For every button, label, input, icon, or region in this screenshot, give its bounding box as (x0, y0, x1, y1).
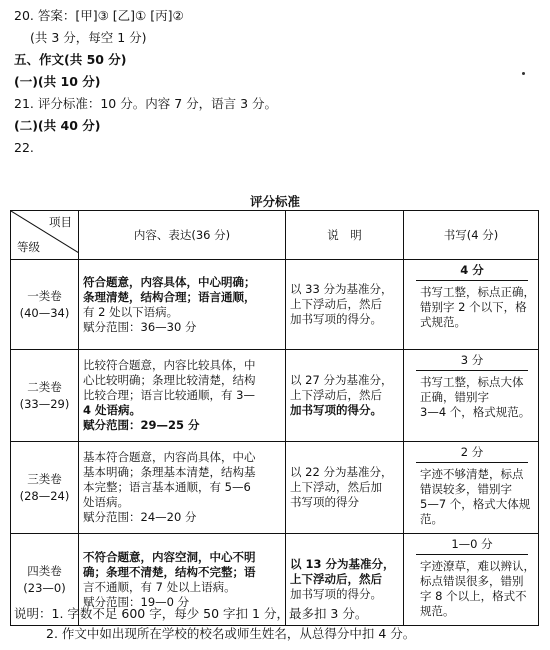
content-line: 基本符合题意，内容尚具体，中心 (83, 450, 256, 464)
writing-line: 字迹不够清楚，标点 (420, 467, 524, 481)
content-line: 言不通顺，有 7 处以上语病。 (83, 579, 236, 594)
explain-line: 以 22 分为基准分， (290, 465, 393, 479)
explain-cell (286, 350, 404, 442)
header-writing: 书写(4 分) (404, 211, 539, 260)
writing-score: 4 分 (416, 260, 528, 281)
table-header-row (11, 211, 539, 260)
writing-line: 式规范。 (420, 315, 466, 329)
content-line: 比较符合题意，内容比较具体，中 (83, 358, 256, 372)
writing-line: 标点错误很多，错别 (420, 574, 524, 588)
q22-number: 22. (14, 140, 34, 155)
writing-score: 2 分 (416, 442, 528, 463)
grade-range: (28—24) (19, 488, 70, 503)
content-line: 赋分范围：29—25 分 (83, 418, 200, 432)
header-explain: 说 明 (286, 211, 404, 260)
writing-line: 错误较多，错别字 (420, 482, 512, 496)
explain-line: 上下浮动后，然后 (290, 572, 382, 586)
grade-cell (11, 260, 79, 350)
explain-line: 以 13 分为基准分， (290, 557, 395, 571)
content-line: 不符合题意，内容空洞，中心不明 (83, 549, 256, 564)
content-line: 本完整；语言基本通顺，有 5—6 (83, 480, 251, 494)
writing-line: 错别字 2 个以下，格 (420, 300, 527, 314)
grade-name: 一类卷 (27, 288, 62, 303)
content-line: 有 2 处以下语病。 (83, 304, 179, 319)
grade-name: 三类卷 (27, 471, 62, 486)
explain-line: 加书写项的得分。 (290, 312, 382, 326)
explain-line: 以 33 分为基准分， (290, 282, 393, 296)
writing-cell (404, 260, 539, 350)
corner-cell (11, 211, 79, 260)
writing-line: 字迹潦草，难以辨认， (420, 559, 535, 573)
table-row (11, 260, 539, 350)
explain-line: 加书写项的得分。 (290, 587, 382, 601)
content-line: 基本明确；条理基本清楚，结构基 (83, 465, 256, 479)
section-5-heading: 五、作文(共 50 分) (14, 52, 127, 67)
content-line: 符合题意，内容具体，中心明确； (83, 274, 256, 289)
explain-line: 以 27 分为基准分， (290, 373, 393, 387)
writing-cell (404, 534, 539, 626)
grade-name: 二类卷 (27, 379, 62, 394)
content-line: 赋分范围：24—20 分 (83, 510, 197, 524)
content-cell (79, 442, 286, 534)
note-2: 2. 作文中如出现所在学校的校名或师生姓名，从总得分中扣 4 分。 (46, 626, 416, 641)
writing-score: 3 分 (416, 350, 528, 371)
grade-name: 四类卷 (27, 563, 62, 578)
writing-line: 5—7 个，格式大体规 (420, 497, 531, 511)
content-line: 确；条理不清楚，结构不完整；语 (83, 564, 256, 579)
corner-label-grade: 等级 (17, 240, 40, 254)
q21-criteria: 21. 评分标准：10 分。内容 7 分，语言 3 分。 (14, 96, 278, 111)
content-cell (79, 350, 286, 442)
table-row (11, 442, 539, 534)
explain-cell (286, 260, 404, 350)
explain-cell (286, 442, 404, 534)
rubric-table (10, 210, 539, 626)
q20-scoring-note: (共 3 分，每空 1 分) (30, 30, 147, 45)
content-line: 条理清楚，结构合理；语言通顺， (83, 289, 256, 304)
writing-line: 3—4 个，格式规范。 (420, 405, 531, 419)
corner-label-item: 项目 (49, 215, 72, 229)
part-1-heading: (一)(共 10 分) (14, 74, 101, 89)
grade-range: (33—29) (19, 396, 70, 411)
writing-line: 字 8 个以上，格式不 (420, 589, 527, 603)
content-cell (79, 260, 286, 350)
writing-line: 书写工整，标点大体 (420, 375, 524, 389)
explain-line: 上下浮动后，然后 (290, 388, 382, 402)
header-content: 内容、表达(36 分) (79, 211, 286, 260)
writing-score: 1—0 分 (416, 534, 528, 555)
writing-line: 范。 (420, 512, 443, 526)
explain-line: 书写项的得分 (290, 495, 359, 509)
explain-line: 上下浮动，然后加 (290, 480, 382, 494)
writing-line: 规范。 (420, 604, 455, 618)
writing-cell (404, 442, 539, 534)
part-2-heading: (二)(共 40 分) (14, 118, 101, 133)
content-line: 4 处语病。 (83, 403, 142, 417)
stray-dot (522, 72, 525, 75)
content-line: 处语病。 (83, 495, 129, 509)
explain-line: 加书写项的得分。 (290, 403, 382, 417)
note-1: 说明：1. 字数不足 600 字，每少 50 字扣 1 分，最多扣 3 分。 (14, 606, 368, 621)
grade-range: (23—0) (23, 580, 66, 595)
content-line: 比较合理；语言比较通顺，有 3— (83, 388, 255, 402)
grade-range: (40—34) (19, 305, 70, 320)
writing-cell (404, 350, 539, 442)
content-line: 赋分范围：36—30 分 (83, 319, 197, 334)
content-line: 心比较明确；条理比较清楚，结构 (83, 373, 256, 387)
grade-cell (11, 442, 79, 534)
content-line: 赋分范围：19—0 分 (83, 594, 190, 609)
grade-cell (11, 350, 79, 442)
writing-line: 正确，错别字 (420, 390, 489, 404)
writing-line: 书写工整，标点正确， (420, 285, 535, 299)
table-row (11, 350, 539, 442)
table-caption: 评分标准 (249, 194, 300, 209)
q20-answer: 20. 答案：[甲]③ [乙]① [丙]② (14, 8, 184, 23)
explain-line: 上下浮动后，然后 (290, 297, 382, 311)
